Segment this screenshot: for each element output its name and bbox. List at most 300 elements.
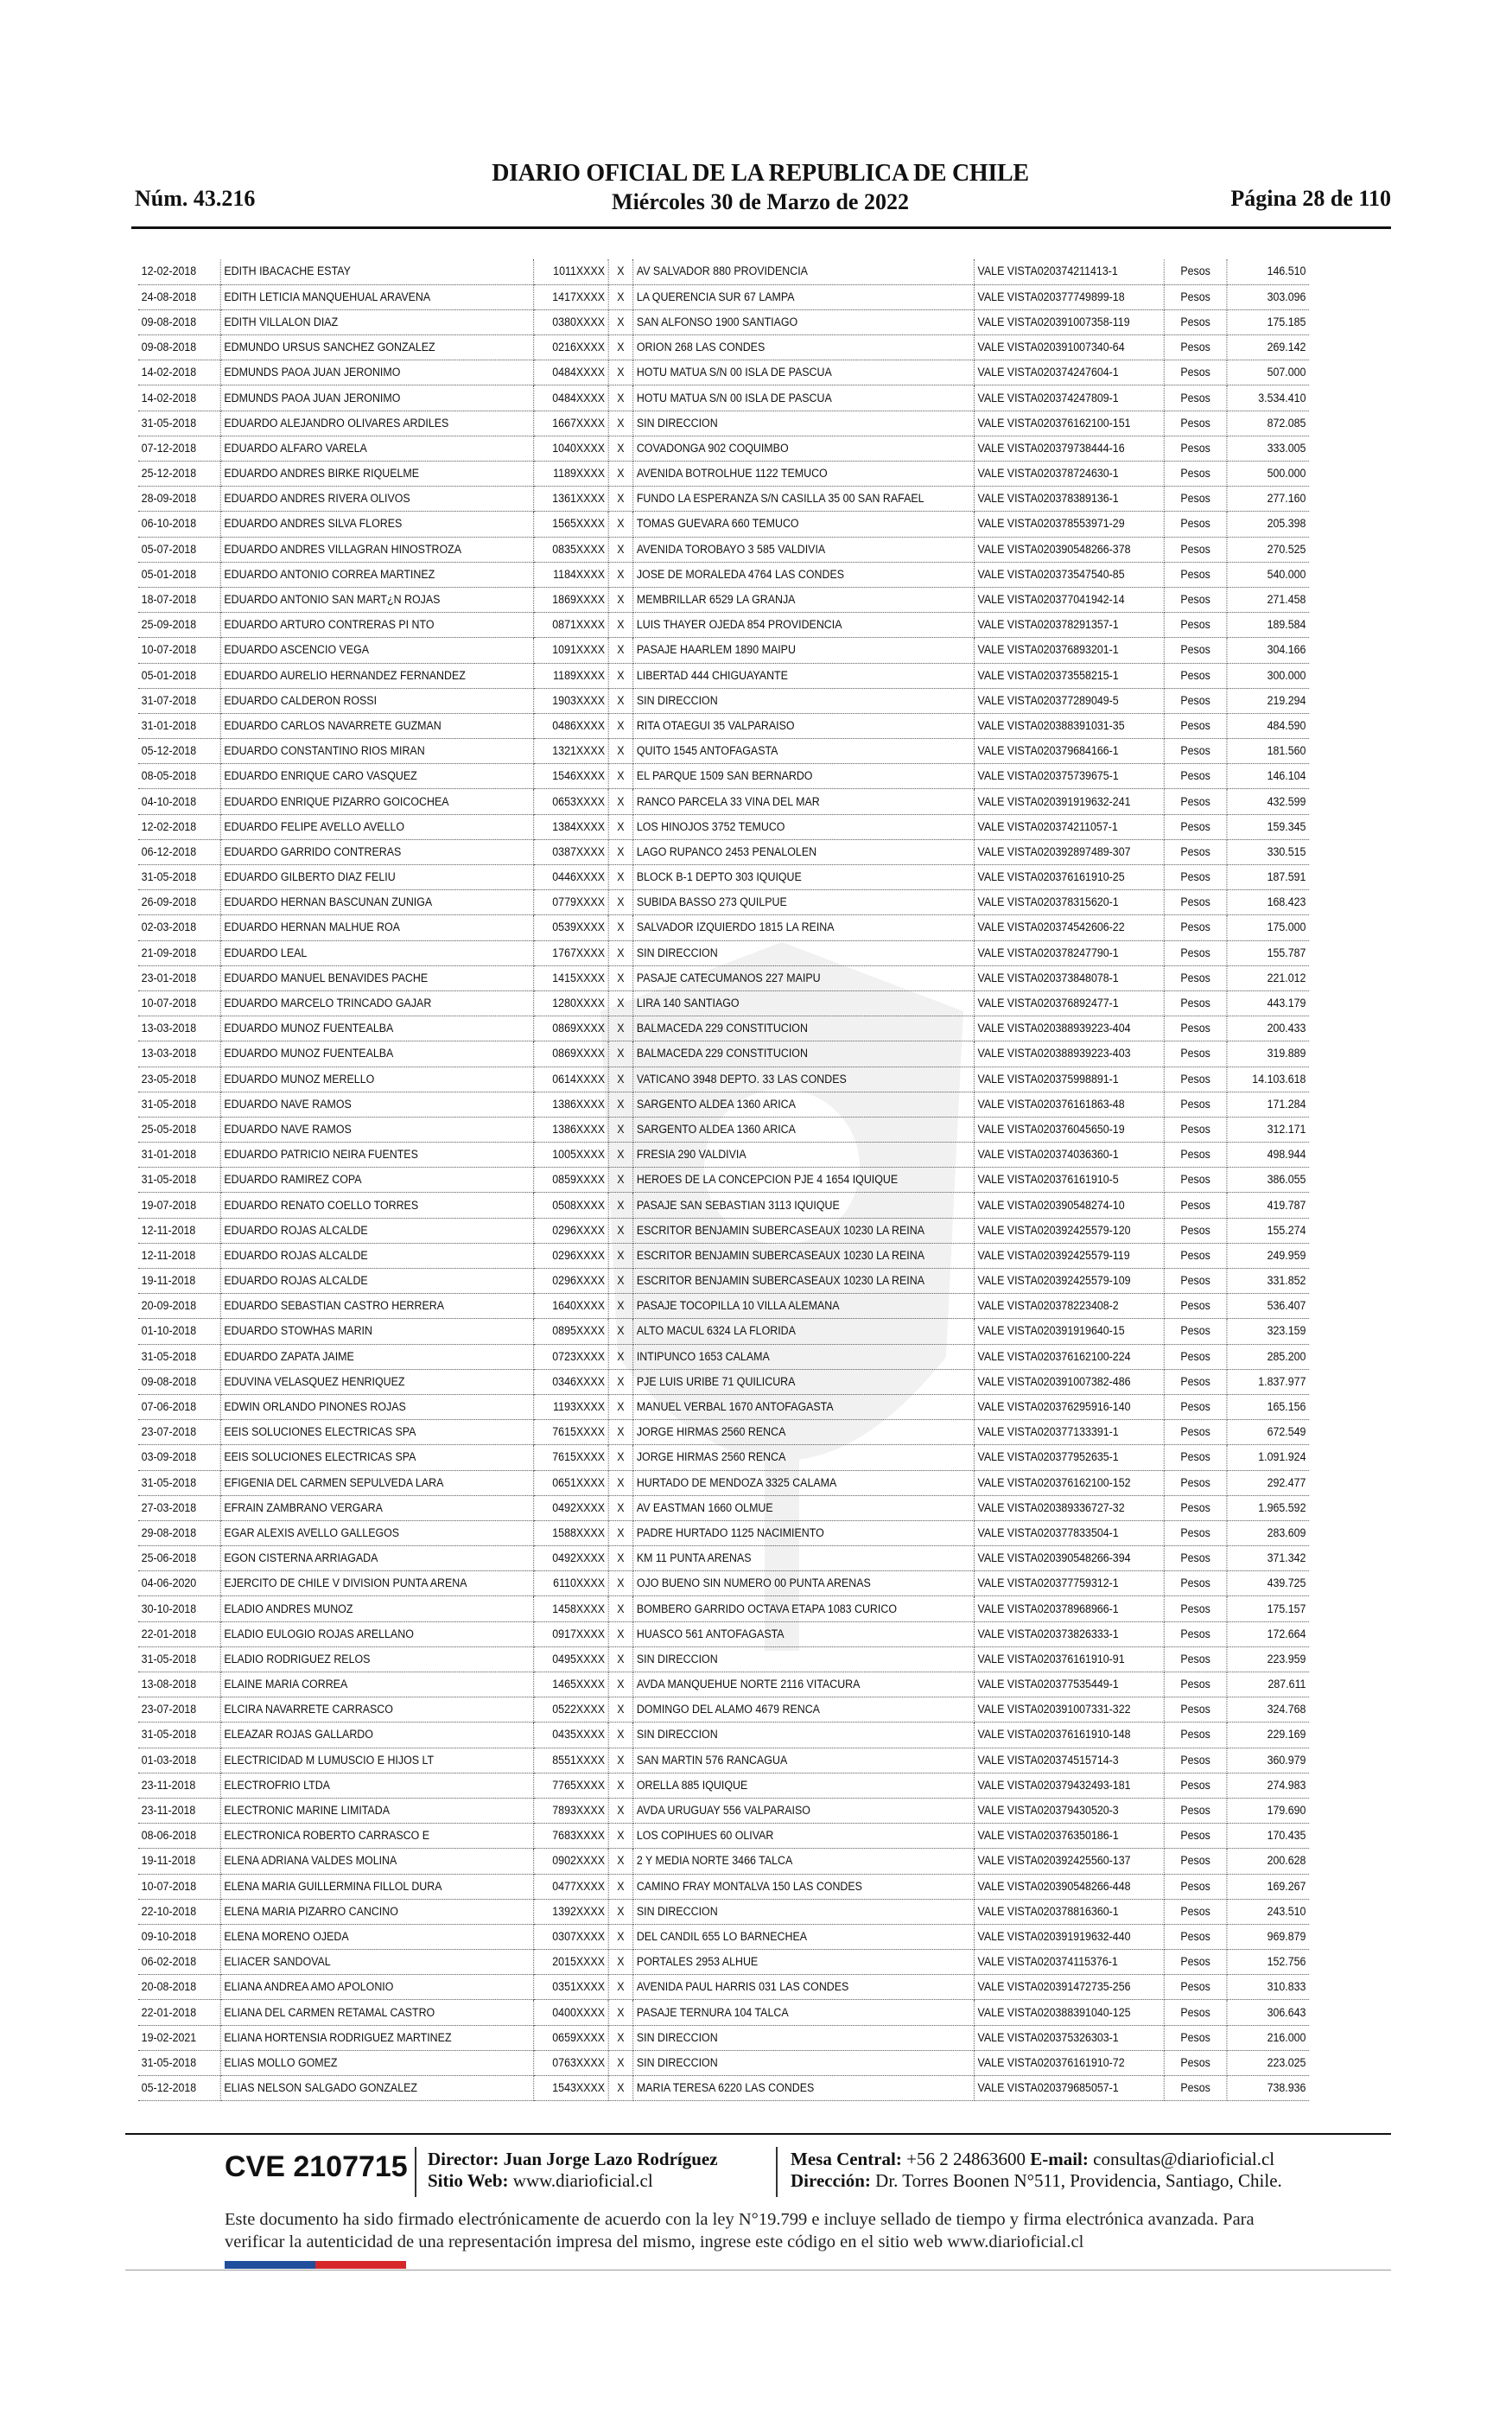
document-cell: VALE VISTA020378553971-29	[974, 512, 1164, 537]
date-cell: 04-10-2018	[138, 789, 220, 814]
date-cell: 14-02-2018	[138, 385, 220, 411]
mark-cell: X	[608, 1849, 633, 1874]
rut-cell: 0446XXXX	[534, 865, 608, 890]
mark-cell: X	[608, 1143, 633, 1168]
beneficiary-name-cell: ELECTRONIC MARINE LIMITADA	[220, 1798, 533, 1823]
date-cell: 25-12-2018	[138, 462, 220, 487]
document-cell: VALE VISTA020389336727-32	[974, 1495, 1164, 1520]
table-row	[138, 1420, 1309, 1445]
amount-cell: 172.664	[1227, 1621, 1309, 1646]
currency-cell: Pesos	[1164, 915, 1227, 940]
address-cell: AVDA URUGUAY 556 VALPARAISO	[633, 1798, 975, 1823]
table-row	[138, 1495, 1309, 1520]
beneficiary-name-cell: EDUARDO CONSTANTINO RIOS MIRAN	[220, 739, 533, 764]
document-cell: VALE VISTA020374211057-1	[974, 814, 1164, 839]
document-cell: VALE VISTA020376045650-19	[974, 1117, 1164, 1142]
mark-cell: X	[608, 1748, 633, 1773]
table-row	[138, 1369, 1309, 1394]
mark-cell: X	[608, 990, 633, 1016]
currency-cell: Pesos	[1164, 1520, 1227, 1545]
document-cell: VALE VISTA020391472735-256	[974, 1975, 1164, 2000]
mark-cell: X	[608, 309, 633, 334]
table-row	[138, 1117, 1309, 1142]
date-cell: 23-07-2018	[138, 1697, 220, 1723]
amount-cell: 3.534.410	[1227, 385, 1309, 411]
currency-cell: Pesos	[1164, 638, 1227, 663]
document-cell: VALE VISTA020392425579-109	[974, 1269, 1164, 1294]
currency-cell: Pesos	[1164, 1319, 1227, 1344]
rut-cell: 0346XXXX	[534, 1369, 608, 1394]
document-cell: VALE VISTA020376892477-1	[974, 990, 1164, 1016]
mark-cell: X	[608, 1117, 633, 1142]
beneficiary-name-cell: EDUARDO ANTONIO CORREA MARTINEZ	[220, 562, 533, 587]
mesa-label: Mesa Central:	[791, 2149, 902, 2169]
currency-cell: Pesos	[1164, 1294, 1227, 1319]
amount-cell: 310.833	[1227, 1975, 1309, 2000]
date-cell: 08-06-2018	[138, 1824, 220, 1849]
rut-cell: 1767XXXX	[534, 940, 608, 965]
document-cell: VALE VISTA020376161910-91	[974, 1646, 1164, 1672]
beneficiary-name-cell: ELIAS MOLLO GOMEZ	[220, 2050, 533, 2075]
table-row	[138, 1723, 1309, 1748]
beneficiary-name-cell: EDUARDO ROJAS ALCALDE	[220, 1218, 533, 1243]
mark-cell: X	[608, 713, 633, 738]
mark-cell: X	[608, 1193, 633, 1218]
beneficiary-name-cell: ELECTROFRIO LTDA	[220, 1773, 533, 1798]
date-cell: 31-05-2018	[138, 1723, 220, 1748]
address-cell: SARGENTO ALDEA 1360 ARICA	[633, 1117, 975, 1142]
address-cell: SIN DIRECCION	[633, 2025, 975, 2050]
rut-cell: 1321XXXX	[534, 739, 608, 764]
currency-cell: Pesos	[1164, 1470, 1227, 1495]
amount-cell: 159.345	[1227, 814, 1309, 839]
currency-cell: Pesos	[1164, 1798, 1227, 1823]
beneficiary-name-cell: EDUARDO SEBASTIAN CASTRO HERRERA	[220, 1294, 533, 1319]
table-row	[138, 1269, 1309, 1294]
publication-date: Miércoles 30 de Marzo de 2022	[612, 189, 909, 214]
mark-cell: X	[608, 1975, 633, 2000]
table-row	[138, 587, 1309, 612]
table-row	[138, 1748, 1309, 1773]
table-row	[138, 688, 1309, 713]
mark-cell: X	[608, 1495, 633, 1520]
beneficiary-name-cell: EGON CISTERNA ARRIAGADA	[220, 1546, 533, 1571]
table-row	[138, 1394, 1309, 1419]
address-cell: BOMBERO GARRIDO OCTAVA ETAPA 1083 CURICO	[633, 1596, 975, 1621]
mark-cell: X	[608, 1621, 633, 1646]
currency-cell: Pesos	[1164, 1041, 1227, 1067]
footer-separator	[776, 2147, 778, 2197]
address-cell: BLOCK B-1 DEPTO 303 IQUIQUE	[633, 865, 975, 890]
rut-cell: 0763XXXX	[534, 2050, 608, 2075]
beneficiary-name-cell: EDUARDO MARCELO TRINCADO GAJAR	[220, 990, 533, 1016]
rut-cell: 0659XXXX	[534, 2025, 608, 2050]
amount-cell: 155.274	[1227, 1218, 1309, 1243]
mark-cell: X	[608, 1470, 633, 1495]
date-cell: 27-03-2018	[138, 1495, 220, 1520]
mark-cell: X	[608, 2076, 633, 2101]
table-row	[138, 259, 1309, 284]
beneficiary-name-cell: EDUARDO ALFARO VARELA	[220, 436, 533, 461]
document-cell: VALE VISTA020392425579-120	[974, 1218, 1164, 1243]
address-cell: LUIS THAYER OJEDA 854 PROVIDENCIA	[633, 613, 975, 638]
currency-cell: Pesos	[1164, 1546, 1227, 1571]
mark-cell: X	[608, 360, 633, 385]
currency-cell: Pesos	[1164, 436, 1227, 461]
mark-cell: X	[608, 1950, 633, 1975]
table-row	[138, 1067, 1309, 1092]
email-link[interactable]: consultas@diarioficial.cl	[1093, 2149, 1275, 2169]
address-cell: SUBIDA BASSO 273 QUILPUE	[633, 890, 975, 915]
document-cell: VALE VISTA020377833504-1	[974, 1520, 1164, 1545]
rut-cell: 0539XXXX	[534, 915, 608, 940]
table-row	[138, 1041, 1309, 1067]
table-row	[138, 1319, 1309, 1344]
table-row	[138, 1874, 1309, 1899]
address-cell: SIN DIRECCION	[633, 1723, 975, 1748]
date-cell: 09-08-2018	[138, 309, 220, 334]
document-cell: VALE VISTA020373558215-1	[974, 663, 1164, 688]
address-cell: OJO BUENO SIN NUMERO 00 PUNTA ARENAS	[633, 1571, 975, 1596]
date-cell: 10-07-2018	[138, 990, 220, 1016]
amount-cell: 536.407	[1227, 1294, 1309, 1319]
amount-cell: 484.590	[1227, 713, 1309, 738]
beneficiary-name-cell: EDUARDO ANDRES VILLAGRAN HINOSTROZA	[220, 537, 533, 562]
amount-cell: 287.611	[1227, 1672, 1309, 1697]
address-cell: HURTADO DE MENDOZA 3325 CALAMA	[633, 1470, 975, 1495]
currency-cell: Pesos	[1164, 764, 1227, 789]
publication-title: DIARIO OFICIAL DE LA REPUBLICA DE CHILE	[492, 160, 1029, 187]
amount-cell: 165.156	[1227, 1394, 1309, 1419]
document-cell: VALE VISTA020376162100-152	[974, 1470, 1164, 1495]
rut-cell: 1667XXXX	[534, 411, 608, 436]
address-cell: CAMINO FRAY MONTALVA 150 LAS CONDES	[633, 1874, 975, 1899]
date-cell: 02-03-2018	[138, 915, 220, 940]
document-cell: VALE VISTA020377535449-1	[974, 1672, 1164, 1697]
currency-cell: Pesos	[1164, 1874, 1227, 1899]
address-cell: RANCO PARCELA 33 VINA DEL MAR	[633, 789, 975, 814]
address-cell: PASAJE SAN SEBASTIAN 3113 IQUIQUE	[633, 1193, 975, 1218]
table-row	[138, 1168, 1309, 1193]
currency-cell: Pesos	[1164, 1646, 1227, 1672]
beneficiary-name-cell: EDUARDO FELIPE AVELLO AVELLO	[220, 814, 533, 839]
rut-cell: 2015XXXX	[534, 1950, 608, 1975]
mark-cell: X	[608, 1269, 633, 1294]
document-cell: VALE VISTA020374515714-3	[974, 1748, 1164, 1773]
address-cell: PASAJE TERNURA 104 TALCA	[633, 2000, 975, 2025]
rut-cell: 0869XXXX	[534, 1041, 608, 1067]
amount-cell: 672.549	[1227, 1420, 1309, 1445]
beneficiary-name-cell: ELEAZAR ROJAS GALLARDO	[220, 1723, 533, 1748]
beneficiary-name-cell: ELENA ADRIANA VALDES MOLINA	[220, 1849, 533, 1874]
currency-cell: Pesos	[1164, 990, 1227, 1016]
table-row	[138, 1294, 1309, 1319]
rut-cell: 1869XXXX	[534, 587, 608, 612]
mark-cell: X	[608, 436, 633, 461]
date-cell: 31-05-2018	[138, 1092, 220, 1117]
document-cell: VALE VISTA020376162100-224	[974, 1344, 1164, 1369]
document-cell: VALE VISTA020375326303-1	[974, 2025, 1164, 2050]
date-cell: 25-09-2018	[138, 613, 220, 638]
address-label: Dirección:	[791, 2170, 871, 2191]
currency-cell: Pesos	[1164, 309, 1227, 334]
table-row	[138, 1344, 1309, 1369]
address-cell: BALMACEDA 229 CONSTITUCION	[633, 1041, 975, 1067]
amount-cell: 500.000	[1227, 462, 1309, 487]
mark-cell: X	[608, 688, 633, 713]
table-row	[138, 890, 1309, 915]
table-row	[138, 1924, 1309, 1949]
beneficiary-name-cell: EDUARDO ZAPATA JAIME	[220, 1344, 533, 1369]
rut-cell: 0380XXXX	[534, 309, 608, 334]
date-cell: 01-10-2018	[138, 1319, 220, 1344]
rut-cell: 0917XXXX	[534, 1621, 608, 1646]
rut-cell: 1565XXXX	[534, 512, 608, 537]
beneficiary-name-cell: ELECTRICIDAD M LUMUSCIO E HIJOS LT	[220, 1748, 533, 1773]
currency-cell: Pesos	[1164, 1445, 1227, 1470]
address-cell: PORTALES 2953 ALHUE	[633, 1950, 975, 1975]
document-cell: VALE VISTA020392897489-307	[974, 839, 1164, 864]
mark-cell: X	[608, 411, 633, 436]
amount-cell: 285.200	[1227, 1344, 1309, 1369]
masthead	[130, 160, 1391, 215]
rut-cell: 0871XXXX	[534, 613, 608, 638]
beneficiary-name-cell: EDUARDO ANDRES BIRKE RIQUELME	[220, 462, 533, 487]
rut-cell: 1458XXXX	[534, 1596, 608, 1621]
amount-cell: 223.025	[1227, 2050, 1309, 2075]
currency-cell: Pesos	[1164, 1849, 1227, 1874]
address-cell: DOMINGO DEL ALAMO 4679 RENCA	[633, 1697, 975, 1723]
table-row	[138, 537, 1309, 562]
table-row	[138, 663, 1309, 688]
table-row	[138, 1975, 1309, 2000]
mark-cell: X	[608, 1824, 633, 1849]
date-cell: 09-08-2018	[138, 335, 220, 360]
address-cell: QUITO 1545 ANTOFAGASTA	[633, 739, 975, 764]
site-link[interactable]: www.diarioficial.cl	[512, 2170, 653, 2191]
address-cell: RITA OTAEGUI 35 VALPARAISO	[633, 713, 975, 738]
document-cell: VALE VISTA020377133391-1	[974, 1420, 1164, 1445]
beneficiary-name-cell: EEIS SOLUCIONES ELECTRICAS SPA	[220, 1445, 533, 1470]
mark-cell: X	[608, 562, 633, 587]
mark-cell: X	[608, 865, 633, 890]
amount-cell: 205.398	[1227, 512, 1309, 537]
document-cell: VALE VISTA020377041942-14	[974, 587, 1164, 612]
rut-cell: 0307XXXX	[534, 1924, 608, 1949]
rut-cell: 0614XXXX	[534, 1067, 608, 1092]
table-row	[138, 385, 1309, 411]
table-row	[138, 940, 1309, 965]
currency-cell: Pesos	[1164, 1243, 1227, 1268]
rut-cell: 1386XXXX	[534, 1092, 608, 1117]
address-cell: JORGE HIRMAS 2560 RENCA	[633, 1445, 975, 1470]
beneficiary-name-cell: ELCIRA NAVARRETE CARRASCO	[220, 1697, 533, 1723]
address-cell: SIN DIRECCION	[633, 688, 975, 713]
date-cell: 10-07-2018	[138, 638, 220, 663]
amount-cell: 498.944	[1227, 1143, 1309, 1168]
table-row	[138, 360, 1309, 385]
amount-cell: 175.157	[1227, 1596, 1309, 1621]
beneficiary-name-cell: EDUARDO ROJAS ALCALDE	[220, 1243, 533, 1268]
site-label: Sitio Web:	[428, 2170, 509, 2191]
currency-cell: Pesos	[1164, 259, 1227, 284]
table-row	[138, 965, 1309, 990]
flag-bar-red	[315, 2261, 406, 2269]
currency-cell: Pesos	[1164, 1420, 1227, 1445]
table-row	[138, 2050, 1309, 2075]
amount-cell: 155.787	[1227, 940, 1309, 965]
amount-cell: 270.525	[1227, 537, 1309, 562]
beneficiary-name-cell: EFRAIN ZAMBRANO VERGARA	[220, 1495, 533, 1520]
date-cell: 31-07-2018	[138, 688, 220, 713]
rut-cell: 0400XXXX	[534, 2000, 608, 2025]
rut-cell: 0296XXXX	[534, 1243, 608, 1268]
table-row	[138, 1470, 1309, 1495]
document-cell: VALE VISTA020376161910-5	[974, 1168, 1164, 1193]
document-cell: VALE VISTA020376161910-148	[974, 1723, 1164, 1748]
beneficiary-name-cell: EDUVINA VELASQUEZ HENRIQUEZ	[220, 1369, 533, 1394]
address-cell: ESCRITOR BENJAMIN SUBERCASEAUX 10230 LA REINA	[633, 1243, 975, 1268]
date-cell: 07-06-2018	[138, 1394, 220, 1419]
document-cell: VALE VISTA020379685057-1	[974, 2076, 1164, 2101]
beneficiary-name-cell: EDUARDO MUNOZ FUENTEALBA	[220, 1041, 533, 1067]
rut-cell: 1361XXXX	[534, 487, 608, 512]
currency-cell: Pesos	[1164, 739, 1227, 764]
rut-cell: 1588XXXX	[534, 1520, 608, 1545]
amount-cell: 187.591	[1227, 865, 1309, 890]
document-cell: VALE VISTA020376295916-140	[974, 1394, 1164, 1419]
amount-cell: 306.643	[1227, 2000, 1309, 2025]
date-cell: 31-01-2018	[138, 713, 220, 738]
mark-cell: X	[608, 663, 633, 688]
rut-cell: 1189XXXX	[534, 663, 608, 688]
table-row	[138, 1546, 1309, 1571]
amount-cell: 1.837.977	[1227, 1369, 1309, 1394]
document-cell: VALE VISTA020376162100-151	[974, 411, 1164, 436]
currency-cell: Pesos	[1164, 284, 1227, 309]
date-cell: 18-07-2018	[138, 587, 220, 612]
amount-cell: 14.103.618	[1227, 1067, 1309, 1092]
table-row	[138, 1773, 1309, 1798]
document-cell: VALE VISTA020388939223-404	[974, 1016, 1164, 1041]
address-cell: FUNDO LA ESPERANZA S/N CASILLA 35 00 SAN RAFAEL	[633, 487, 975, 512]
rut-cell: 1392XXXX	[534, 1899, 608, 1924]
table-row	[138, 1849, 1309, 1874]
date-cell: 05-12-2018	[138, 2076, 220, 2101]
address-cell: EL PARQUE 1509 SAN BERNARDO	[633, 764, 975, 789]
date-cell: 13-08-2018	[138, 1672, 220, 1697]
table-row	[138, 2076, 1309, 2101]
rut-cell: 1903XXXX	[534, 688, 608, 713]
document-cell: VALE VISTA020374542606-22	[974, 915, 1164, 940]
amount-cell: 169.267	[1227, 1874, 1309, 1899]
mark-cell: X	[608, 1672, 633, 1697]
amount-cell: 540.000	[1227, 562, 1309, 587]
beneficiary-name-cell: EFIGENIA DEL CARMEN SEPULVEDA LARA	[220, 1470, 533, 1495]
date-cell: 20-09-2018	[138, 1294, 220, 1319]
rut-cell: 1417XXXX	[534, 284, 608, 309]
beneficiary-name-cell: ELIANA HORTENSIA RODRIGUEZ MARTINEZ	[220, 2025, 533, 2050]
document-cell: VALE VISTA020374247604-1	[974, 360, 1164, 385]
amount-cell: 152.756	[1227, 1950, 1309, 1975]
amount-cell: 221.012	[1227, 965, 1309, 990]
table-row	[138, 613, 1309, 638]
director-block	[428, 2149, 718, 2192]
table-row	[138, 839, 1309, 864]
mark-cell: X	[608, 764, 633, 789]
page-header	[130, 160, 1391, 220]
address-cell: ESCRITOR BENJAMIN SUBERCASEAUX 10230 LA REINA	[633, 1269, 975, 1294]
currency-cell: Pesos	[1164, 2050, 1227, 2075]
amount-cell: 969.879	[1227, 1924, 1309, 1949]
currency-cell: Pesos	[1164, 688, 1227, 713]
table-row	[138, 1899, 1309, 1924]
currency-cell: Pesos	[1164, 1950, 1227, 1975]
currency-cell: Pesos	[1164, 537, 1227, 562]
date-cell: 19-11-2018	[138, 1269, 220, 1294]
beneficiary-name-cell: ELENA MARIA PIZARRO CANCINO	[220, 1899, 533, 1924]
date-cell: 19-07-2018	[138, 1193, 220, 1218]
date-cell: 23-11-2018	[138, 1773, 220, 1798]
amount-cell: 229.169	[1227, 1723, 1309, 1748]
date-cell: 23-05-2018	[138, 1067, 220, 1092]
address-cell: SAN ALFONSO 1900 SANTIAGO	[633, 309, 975, 334]
mark-cell: X	[608, 1520, 633, 1545]
mark-cell: X	[608, 1319, 633, 1344]
mark-cell: X	[608, 1723, 633, 1748]
document-cell: VALE VISTA020374036360-1	[974, 1143, 1164, 1168]
address-cell: BALMACEDA 229 CONSTITUCION	[633, 1016, 975, 1041]
currency-cell: Pesos	[1164, 1218, 1227, 1243]
table-row	[138, 411, 1309, 436]
beneficiary-name-cell: ELAINE MARIA CORREA	[220, 1672, 533, 1697]
beneficiary-name-cell: EDUARDO GILBERTO DIAZ FELIU	[220, 865, 533, 890]
beneficiary-name-cell: EEIS SOLUCIONES ELECTRICAS SPA	[220, 1420, 533, 1445]
document-cell: VALE VISTA020391919632-241	[974, 789, 1164, 814]
mark-cell: X	[608, 739, 633, 764]
rut-cell: 1546XXXX	[534, 764, 608, 789]
document-cell: VALE VISTA020390548274-10	[974, 1193, 1164, 1218]
amount-cell: 146.104	[1227, 764, 1309, 789]
date-cell: 05-12-2018	[138, 739, 220, 764]
director-name: Juan Jorge Lazo Rodríguez	[503, 2149, 718, 2169]
document-cell: VALE VISTA020379430520-3	[974, 1798, 1164, 1823]
date-cell: 31-01-2018	[138, 1143, 220, 1168]
amount-cell: 419.787	[1227, 1193, 1309, 1218]
address-cell: SALVADOR IZQUIERDO 1815 LA REINA	[633, 915, 975, 940]
currency-cell: Pesos	[1164, 965, 1227, 990]
date-cell: 23-01-2018	[138, 965, 220, 990]
amount-cell: 333.005	[1227, 436, 1309, 461]
table-row	[138, 1824, 1309, 1849]
currency-cell: Pesos	[1164, 1672, 1227, 1697]
amount-cell: 872.085	[1227, 411, 1309, 436]
document-cell: VALE VISTA020377289049-5	[974, 688, 1164, 713]
amount-cell: 243.510	[1227, 1899, 1309, 1924]
currency-cell: Pesos	[1164, 1269, 1227, 1294]
mark-cell: X	[608, 1596, 633, 1621]
amount-cell: 216.000	[1227, 2025, 1309, 2050]
amount-cell: 200.628	[1227, 1849, 1309, 1874]
table-row	[138, 1243, 1309, 1268]
beneficiary-name-cell: EDMUNDS PAOA JUAN JERONIMO	[220, 360, 533, 385]
payments-table	[138, 259, 1309, 2101]
table-row	[138, 1950, 1309, 1975]
page-number: Página 28 de 110	[1230, 186, 1391, 211]
table-row	[138, 1697, 1309, 1723]
table-row	[138, 1646, 1309, 1672]
date-cell: 29-08-2018	[138, 1520, 220, 1545]
